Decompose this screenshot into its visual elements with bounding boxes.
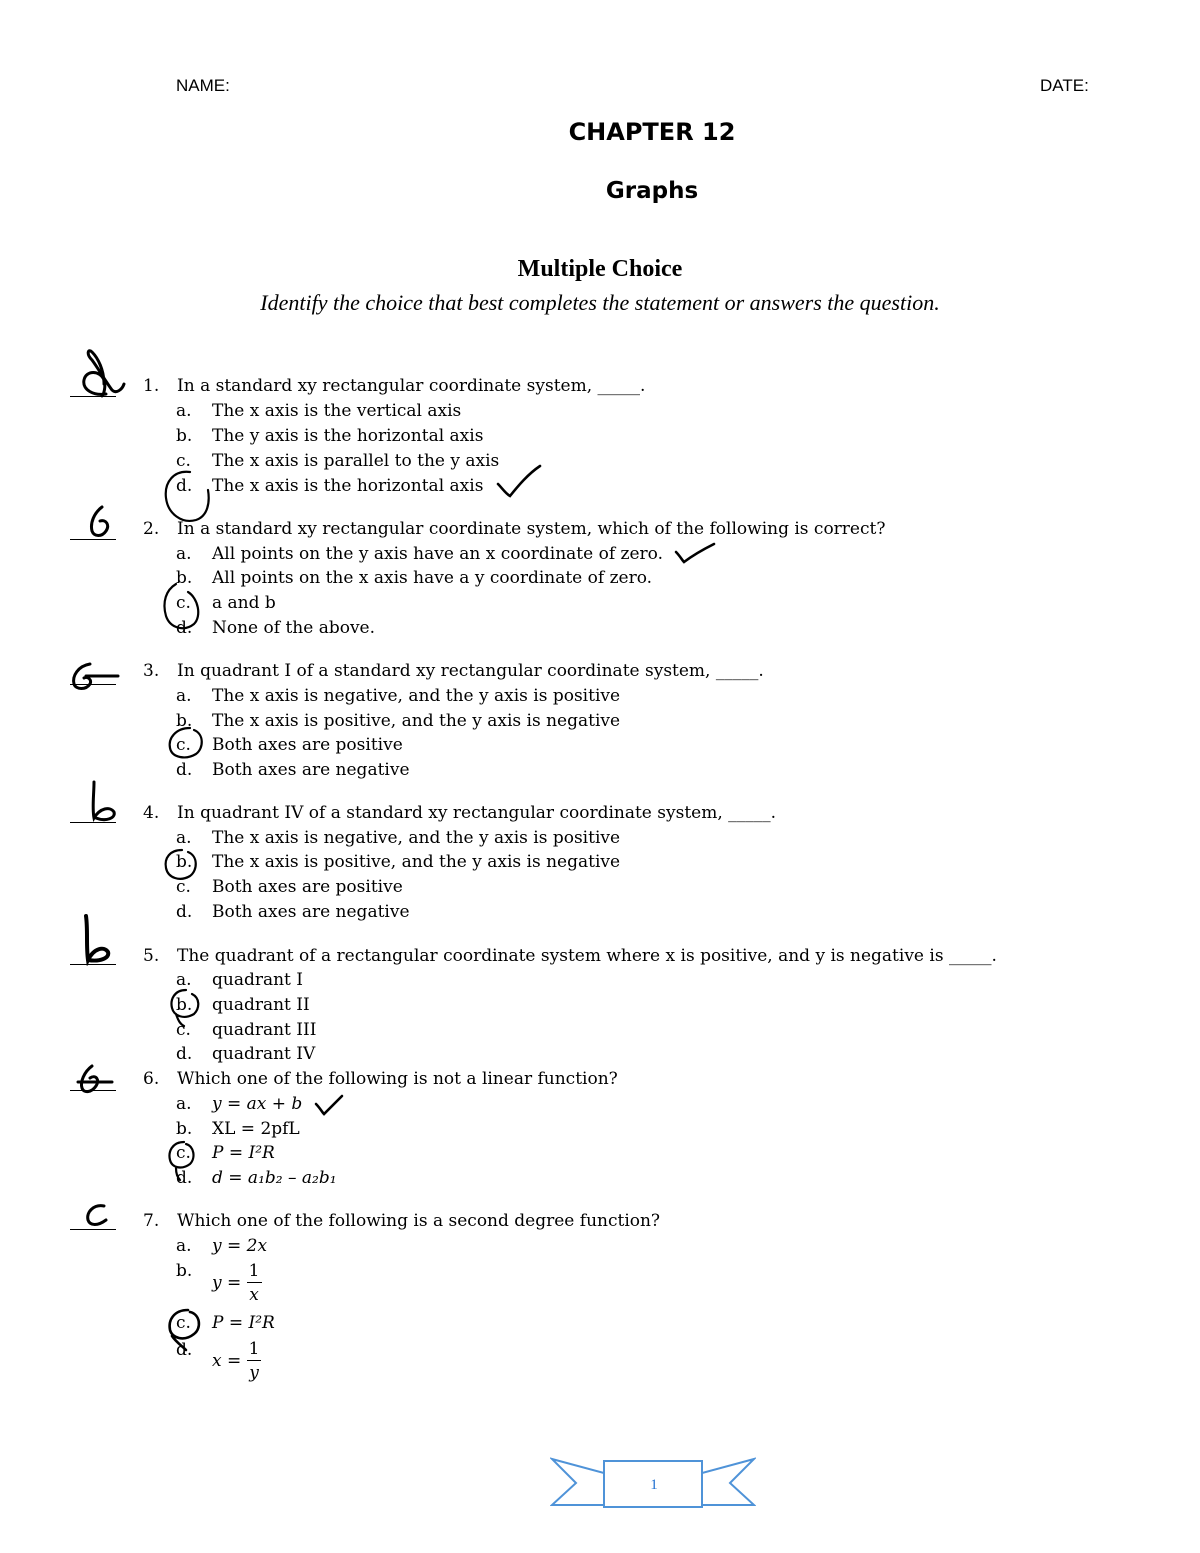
option-letter: d. (176, 1168, 193, 1188)
question-number: 5. (143, 946, 160, 966)
option-text: Both axes are positive (212, 877, 403, 897)
circled-choice-mark (164, 1138, 200, 1182)
circled-choice-mark (164, 1306, 208, 1356)
question-text: In quadrant I of a standard xy rectangular coordinate system, _____. (177, 661, 764, 681)
question-number: 3. (143, 661, 160, 681)
option-text: y = 2x (212, 1236, 268, 1256)
option-letter: d. (176, 760, 193, 780)
option-letter: b. (176, 568, 193, 588)
question-text: In a standard xy rectangular coordinate system, which of the following is correct? (177, 519, 886, 539)
option-text: The x axis is the horizontal axis (212, 476, 484, 496)
option-fraction (212, 1338, 261, 1385)
handwritten-answer (66, 658, 124, 694)
option-text: The x axis is negative, and the y axis is positive (212, 686, 621, 706)
option-letter: c. (176, 451, 191, 471)
handwritten-answer (84, 503, 118, 541)
option-letter: b. (176, 995, 193, 1015)
option-letter: a. (176, 970, 192, 990)
question-text: In a standard xy rectangular coordinate system, _____. (177, 376, 646, 396)
page-number: 1 (650, 1477, 658, 1493)
option-text: The x axis is negative, and the y axis is positive (212, 828, 621, 848)
handwritten-answer (72, 1062, 116, 1096)
option-letter: d. (176, 476, 193, 496)
option-letter: a. (176, 686, 192, 706)
option-text: y = ax + b (212, 1094, 303, 1114)
option-text: a and b (212, 593, 276, 613)
circled-choice-mark (158, 578, 210, 638)
circled-choice-mark (166, 986, 206, 1030)
fraction-prefix: y = (212, 1273, 242, 1293)
option-text: Both axes are negative (212, 902, 410, 922)
option-letter: c. (176, 593, 191, 613)
name-label: NAME: (176, 76, 230, 95)
question-text: Which one of the following is not a linear function? (177, 1069, 618, 1089)
option-text: The y axis is the horizontal axis (212, 426, 484, 446)
section-instructions: Identify the choice that best completes the statement or answers the question. (260, 290, 940, 315)
option-letter: a. (176, 1094, 192, 1114)
handwritten-answer (84, 778, 122, 824)
option-letter: b. (176, 852, 193, 872)
option-letter: d. (176, 618, 193, 638)
option-letter: c. (176, 1313, 191, 1333)
check-mark-icon (494, 462, 544, 502)
option-text: quadrant I (212, 970, 304, 990)
chapter-subtitle: Graphs (605, 178, 699, 204)
section-heading: Multiple Choice (517, 256, 683, 282)
fraction-numerator: 1 (248, 1261, 260, 1281)
handwritten-answer (74, 912, 118, 966)
circled-choice-mark (160, 846, 204, 890)
question-number: 6. (143, 1069, 160, 1089)
option-letter: c. (176, 1143, 191, 1163)
option-text: All points on the y axis have an x coordinate of zero. (212, 544, 664, 564)
fraction-denominator: y (249, 1363, 259, 1383)
option-letter: a. (176, 544, 192, 564)
option-text: quadrant II (212, 995, 310, 1015)
option-letter: d. (176, 1340, 193, 1360)
option-text: The x axis is the vertical axis (212, 401, 462, 421)
option-text: P = I²R (212, 1143, 275, 1163)
option-letter: b. (176, 1261, 193, 1281)
check-mark-icon (672, 540, 718, 566)
option-text: XL = 2pfL (212, 1119, 300, 1139)
option-letter: b. (176, 711, 193, 731)
option-letter: a. (176, 1236, 192, 1256)
fraction-prefix: x = (212, 1351, 242, 1371)
option-letter: b. (176, 1119, 193, 1139)
fraction-denominator: x (249, 1285, 259, 1305)
option-text: All points on the x axis have a y coordinate of zero. (212, 568, 653, 588)
option-letter: d. (176, 902, 193, 922)
option-text: d = a₁b₂ – a₂b₁ (212, 1168, 337, 1188)
question-text: The quadrant of a rectangular coordinate system where x is positive, and y is negative is _____. (177, 946, 997, 966)
option-letter: a. (176, 828, 192, 848)
check-mark-icon (312, 1092, 346, 1118)
fraction (247, 1338, 262, 1385)
option-letter: c. (176, 1020, 191, 1040)
question-text: In quadrant IV of a standard xy rectangular coordinate system, _____. (177, 803, 777, 823)
option-letter: b. (176, 426, 193, 446)
chapter-title: CHAPTER 12 (568, 118, 736, 146)
option-letter: d. (176, 1044, 193, 1064)
question-number: 4. (143, 803, 160, 823)
handwritten-answer (76, 344, 130, 400)
option-text: Both axes are positive (212, 735, 403, 755)
option-fraction (212, 1260, 262, 1307)
question-number: 1. (143, 376, 160, 396)
option-text: The x axis is positive, and the y axis is negative (212, 852, 621, 872)
option-text: None of the above. (212, 618, 376, 638)
option-text: Both axes are negative (212, 760, 410, 780)
date-label: DATE: (1040, 76, 1089, 95)
option-text: P = I²R (212, 1313, 275, 1333)
option-letter: c. (176, 877, 191, 897)
option-text: The x axis is positive, and the y axis is negative (212, 711, 621, 731)
fraction-numerator: 1 (248, 1339, 260, 1359)
circled-choice-mark (164, 724, 210, 762)
option-text: quadrant III (212, 1020, 317, 1040)
question-number: 2. (143, 519, 160, 539)
handwritten-answer (80, 1200, 114, 1230)
option-text: quadrant IV (212, 1044, 316, 1064)
question-text: Which one of the following is a second degree function? (177, 1211, 661, 1231)
option-text: The x axis is parallel to the y axis (212, 451, 500, 471)
option-letter: c. (176, 735, 191, 755)
fraction (247, 1260, 262, 1307)
question-number: 7. (143, 1211, 160, 1231)
option-letter: a. (176, 401, 192, 421)
